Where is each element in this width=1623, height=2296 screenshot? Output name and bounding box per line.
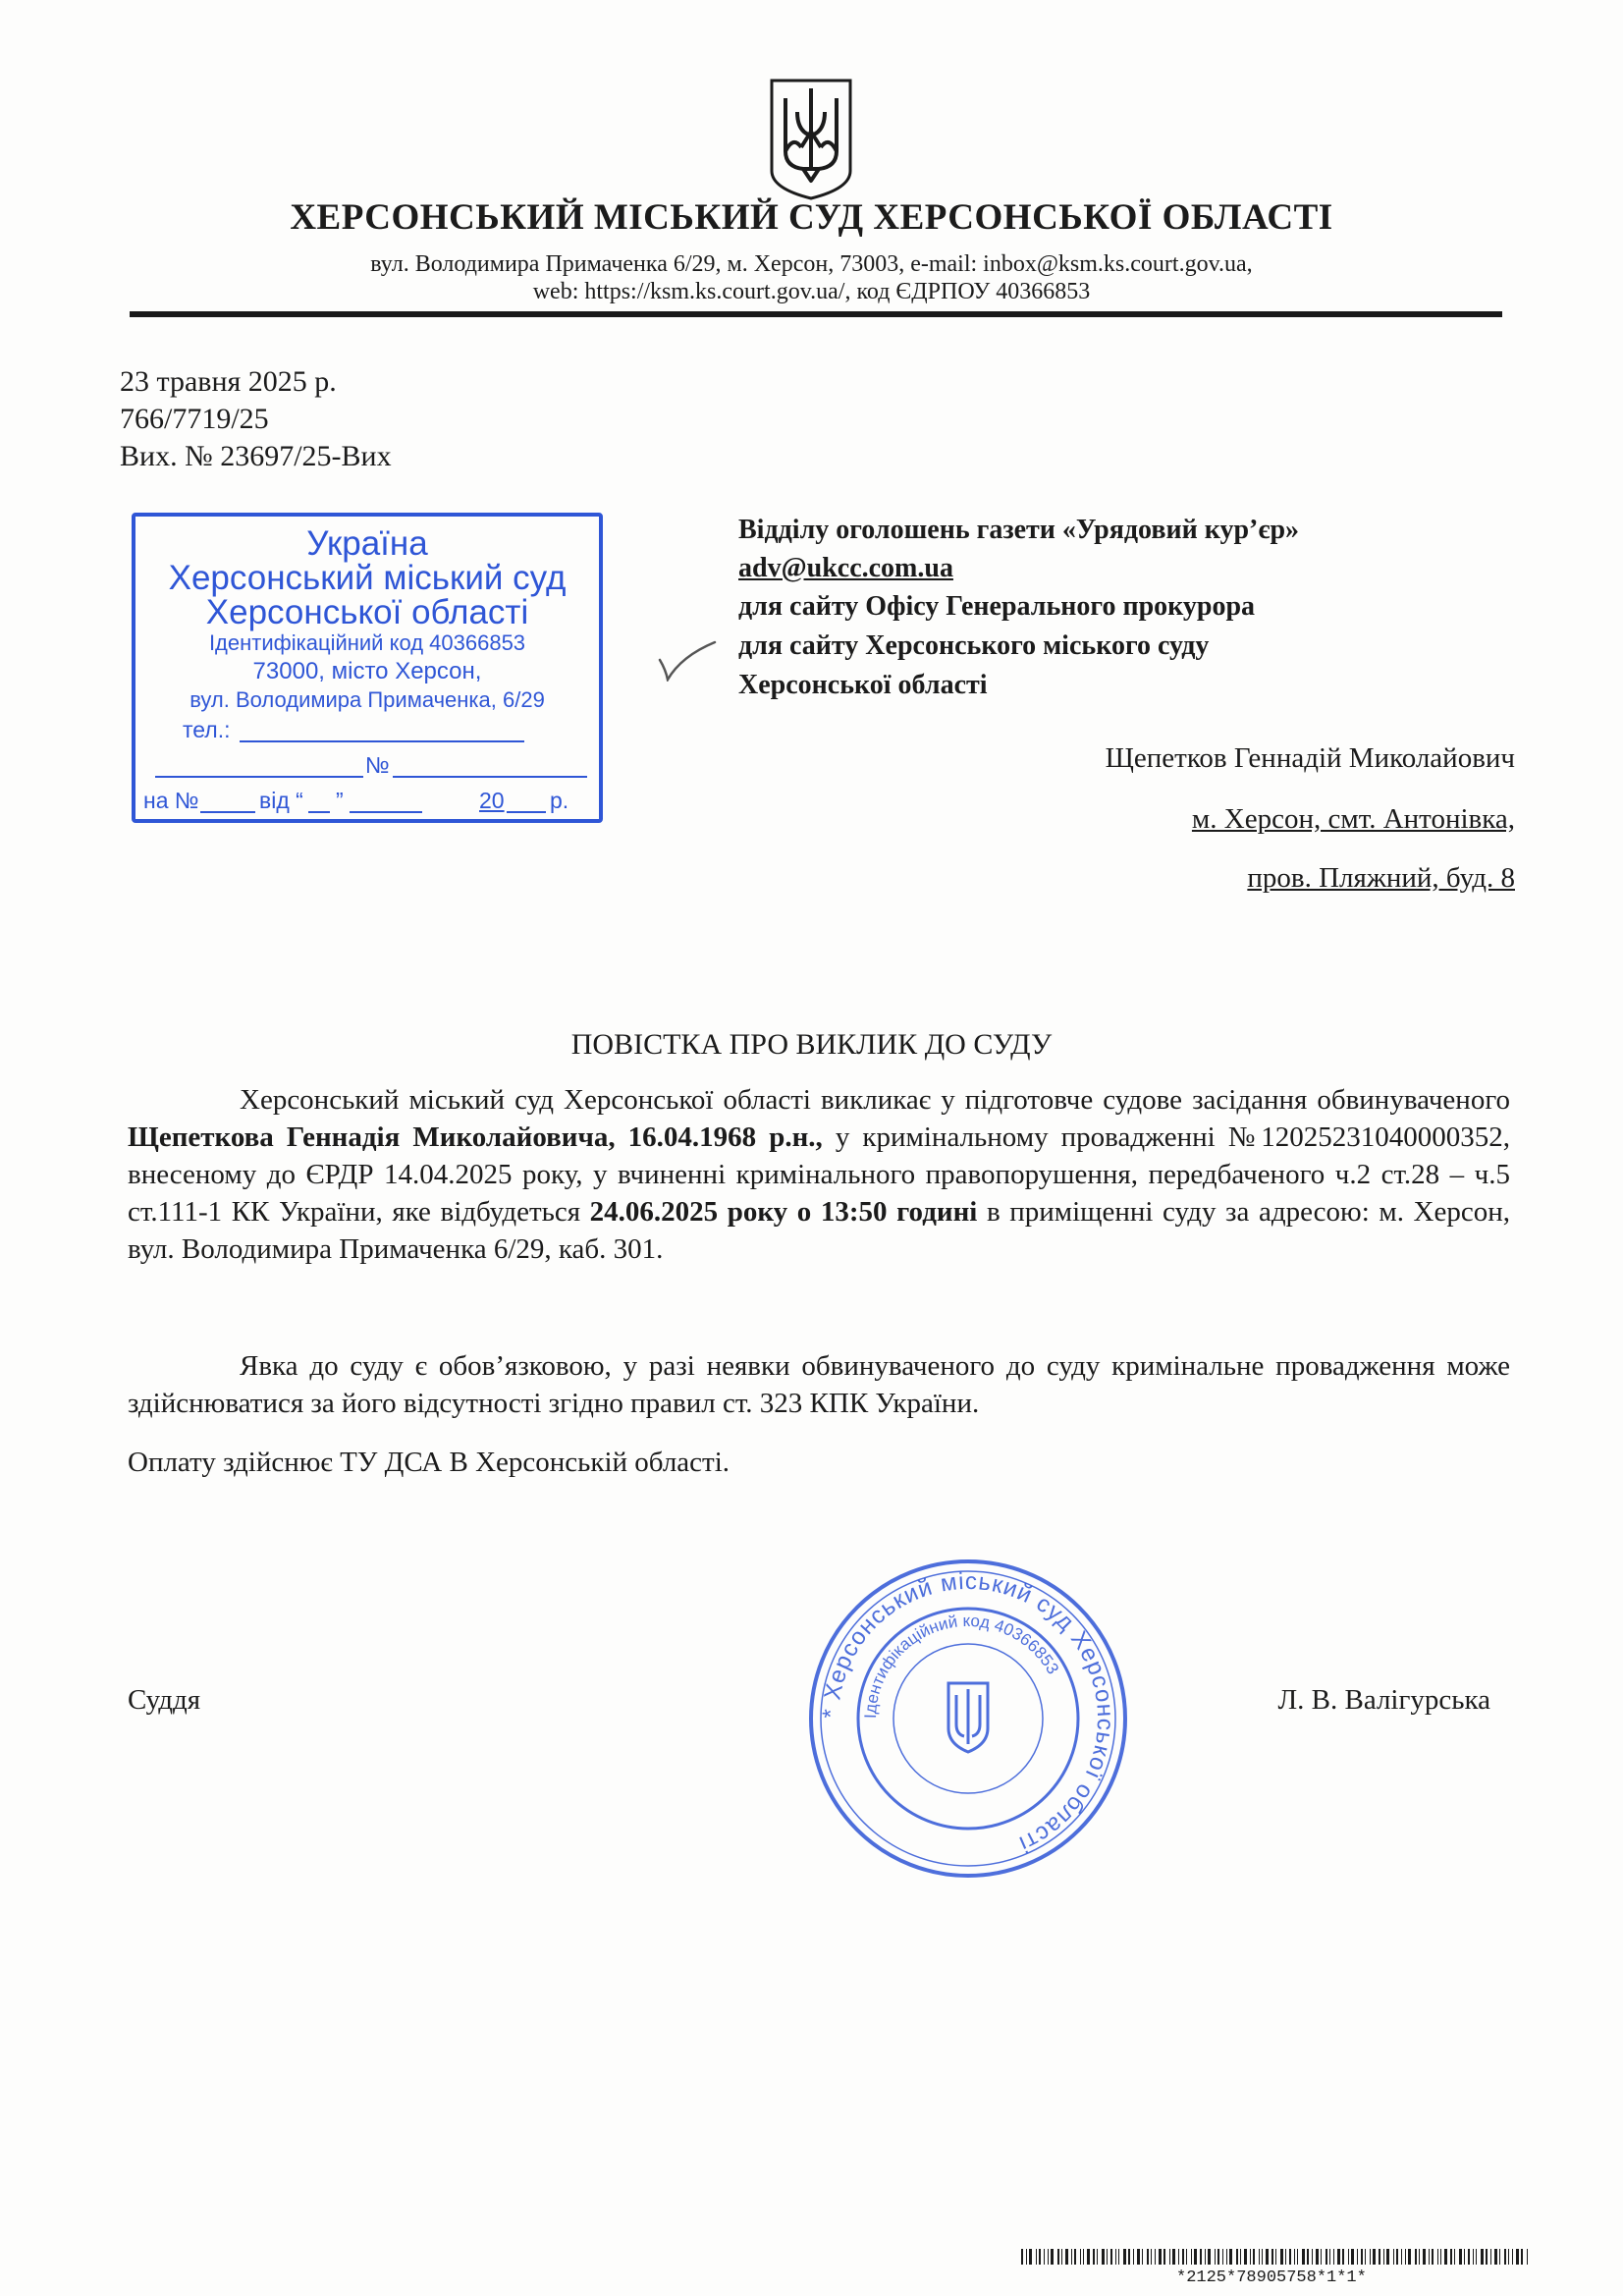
signature-name: Л. В. Валігурська <box>1277 1684 1490 1716</box>
trident-icon <box>764 75 858 202</box>
accused-name: Щепеткова Геннадія Миколайовича, 16.04.1968 р.н., <box>128 1121 823 1153</box>
stamp-year-suffix: р. <box>550 788 569 813</box>
stamp-blank-line <box>155 776 363 778</box>
header-divider <box>130 311 1502 317</box>
seal-outer-text: * Херсонський міський суд Херсонської області <box>817 1567 1119 1858</box>
addressee-city: м. Херсон, смт. Антонівка, <box>1191 803 1515 835</box>
stamp-country: Україна <box>306 524 428 563</box>
stamp-court-line1: Херсонський міський суд <box>168 559 567 597</box>
stamp-court-line2: Херсонської області <box>205 593 529 631</box>
recipient-court-site-region: Херсонської області <box>738 670 988 700</box>
stamp-year-line <box>507 811 546 813</box>
stamp-number-label: № <box>365 752 390 778</box>
document-date: 23 травня 2025 р. <box>120 365 337 398</box>
summons-paragraph <box>128 1081 1510 1268</box>
recipient-court-site: для сайту Херсонського міського суду <box>738 630 1210 661</box>
stamp-month-line <box>350 811 422 813</box>
recipient-prosecutor-site: для сайту Офісу Генерального прокурора <box>738 591 1256 622</box>
case-number: 766/7719/25 <box>120 403 269 435</box>
check-mark-icon <box>656 640 719 682</box>
stamp-day-line <box>308 811 330 813</box>
hearing-datetime: 24.06.2025 року о 13:50 годині <box>589 1196 978 1228</box>
court-web: web: https://ksm.ks.court.gov.ua/, код ЄДРПОУ 40366853 <box>532 279 1091 304</box>
summons-text-c: у кримінальному провадженні №12025231040000352, внесеному до ЄРДР 14.04.2025 року, у вчиненні кримінального правопорушення, передбаченого ч.2 ст.28 – ч.5 ст.111-1 КК України, яке відбудеться <box>128 1121 1510 1228</box>
stamp-id-code: Ідентифікаційний код 40366853 <box>208 630 526 655</box>
payment-paragraph: Оплату здійснює ТУ ДСА В Херсонській області. <box>128 1447 730 1478</box>
recipient-newspaper: Відділу оголошень газети «Урядовий кур’єр» <box>738 515 1300 545</box>
stamp-on-number-label: на № <box>143 788 199 813</box>
stamp-city: 73000, місто Херсон, <box>252 658 482 684</box>
outgoing-number: Вих. № 23697/25-Вих <box>120 440 392 472</box>
court-seal <box>801 1552 1135 1886</box>
summons-text-e: в приміщенні суду за адресою: м. Херсон, вул. Володимира Примаченка 6/29, каб. 301. <box>128 1196 1511 1265</box>
stamp-quote-close: ” <box>336 788 344 813</box>
stamp-number-line <box>393 776 587 778</box>
barcode-text: *2125*78905758*1*1* <box>1176 2269 1367 2287</box>
registration-stamp <box>132 513 603 823</box>
stamp-tel-line <box>240 740 524 742</box>
stamp-on-number-line <box>200 811 255 813</box>
addressee-street: пров. Пляжний, буд. 8 <box>1247 862 1515 894</box>
recipient-email: adv@ukcc.com.ua <box>738 553 953 583</box>
summons-text-a: Херсонський міський суд Херсонської області викликає у підготовче судове засідання обвинуваченого <box>240 1084 1510 1116</box>
court-name: ХЕРСОНСЬКИЙ МІСЬКИЙ СУД ХЕРСОНСЬКОЇ ОБЛАСТІ <box>290 197 1333 238</box>
stamp-from-label: від “ <box>259 788 303 813</box>
court-address: вул. Володимира Примаченка 6/29, м. Херсон, 73003, e-mail: inbox@ksm.ks.court.gov.ua, <box>370 251 1253 277</box>
document-title: ПОВІСТКА ПРО ВИКЛИК ДО СУДУ <box>570 1028 1053 1061</box>
barcode <box>1021 2249 1532 2270</box>
seal-inner-text: Ідентифікаційний код 40366853 <box>860 1611 1063 1720</box>
stamp-year-label: 20 <box>479 788 505 813</box>
signature-role: Суддя <box>128 1684 201 1716</box>
addressee-name: Щепетков Геннадій Миколайович <box>1105 742 1515 774</box>
stamp-tel-label: тел.: <box>183 717 231 742</box>
attendance-paragraph: Явка до суду є обов’язковою, у разі неявки обвинуваченого до суду кримінальне провадження може здійснюватися за його відсутності згідно правил ст. 323 КПК України. <box>128 1350 1510 1419</box>
stamp-street: вул. Володимира Примаченка, 6/29 <box>189 687 545 712</box>
